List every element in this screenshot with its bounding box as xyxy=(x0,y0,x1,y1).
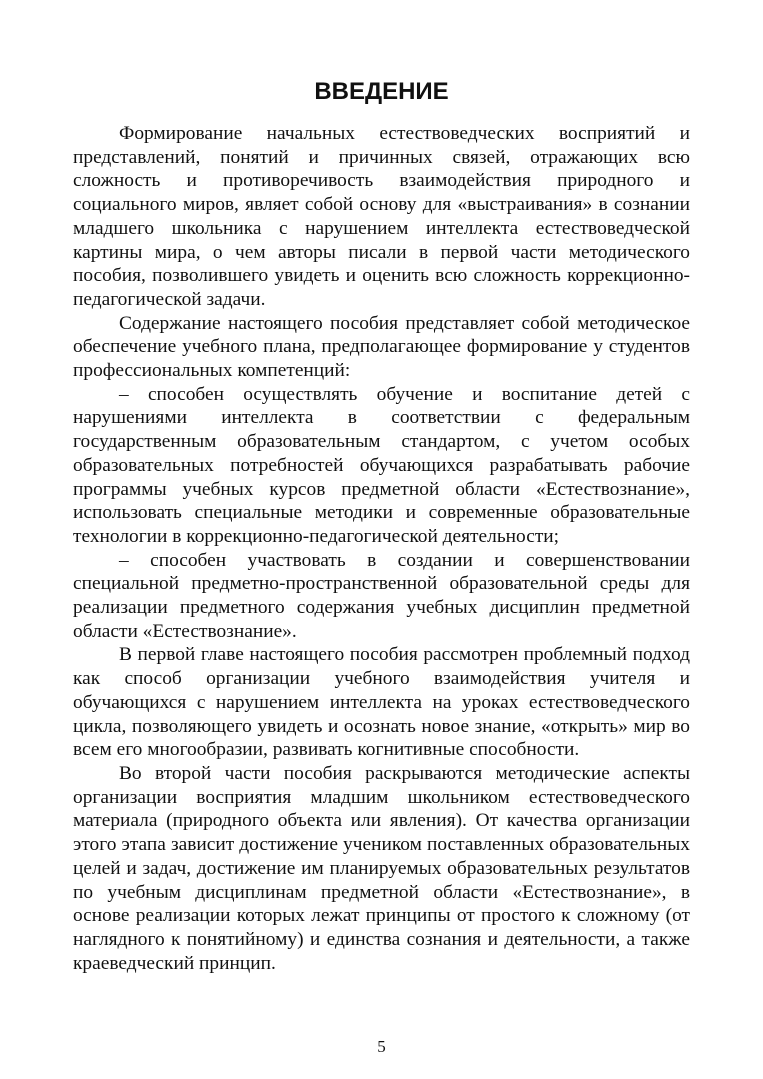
paragraph-chapter-one: В первой главе настоящего пособия рассмотрен проблемный подход как способ организации учебного взаимодействия учителя и обучающихся с нарушением интеллекта на уроках естествоведческого цикла, позволяющего увидеть и осознать новое знание, «открыть» мир во всем его многообразии, развивать когнитивные способности. xyxy=(73,644,690,761)
body-text xyxy=(73,122,690,975)
competency-item: – способен участвовать в создании и совершенствовании специальной предметно-пространственной образовательной среды для реализации предметного содержания учебных дисциплин предметной области «Естествознание». xyxy=(73,549,690,642)
competency-item: – способен осуществлять обучение и воспитание детей с нарушениями интеллекта в соответствии с федеральным государственным образовательным стандартом, с учетом особых образовательных потребностей обучающихся разрабатывать рабочие программы учебных курсов предметной области «Естествознание», использовать специальные методики и современные образовательные технологии в коррекционно-педагогической деятельности; xyxy=(73,383,690,547)
page-title: ВВЕДЕНИЕ xyxy=(314,78,449,105)
paragraph-part-two: Во второй части пособия раскрываются методические аспекты организации восприятия младшим школьником естествоведческого материала (природного объекта или явления). От качества организации этого этапа зависит достижение учеником поставленных образовательных целей и задач, достижение им планируемых образовательных результатов по учебным дисциплинам предметной области «Естествознание», в основе реализации которых лежат принципы от простого к сложному (от наглядного к понятийному) и единства сознания и деятельности, а также краеведческий принцип. xyxy=(73,762,690,974)
page-number: 5 xyxy=(377,1037,386,1056)
paragraph-content: Содержание настоящего пособия представляет собой методическое обеспечение учебного плана, предполагающее формирование у студентов профессиональных компетенций: xyxy=(73,312,690,382)
paragraph-intro: Формирование начальных естествоведческих восприятий и представлений, понятий и причинных связей, отражающих всю сложность и противоречивость взаимодействия природного и социального миров, являет собой основу для «выстраивания» в сознании младшего школьника с нарушением интеллекта естествоведческой картины мира, о чем авторы писали в первой части методического пособия, позволившего увидеть и оценить всю сложность коррекционно-педагогической задачи. xyxy=(73,123,690,310)
